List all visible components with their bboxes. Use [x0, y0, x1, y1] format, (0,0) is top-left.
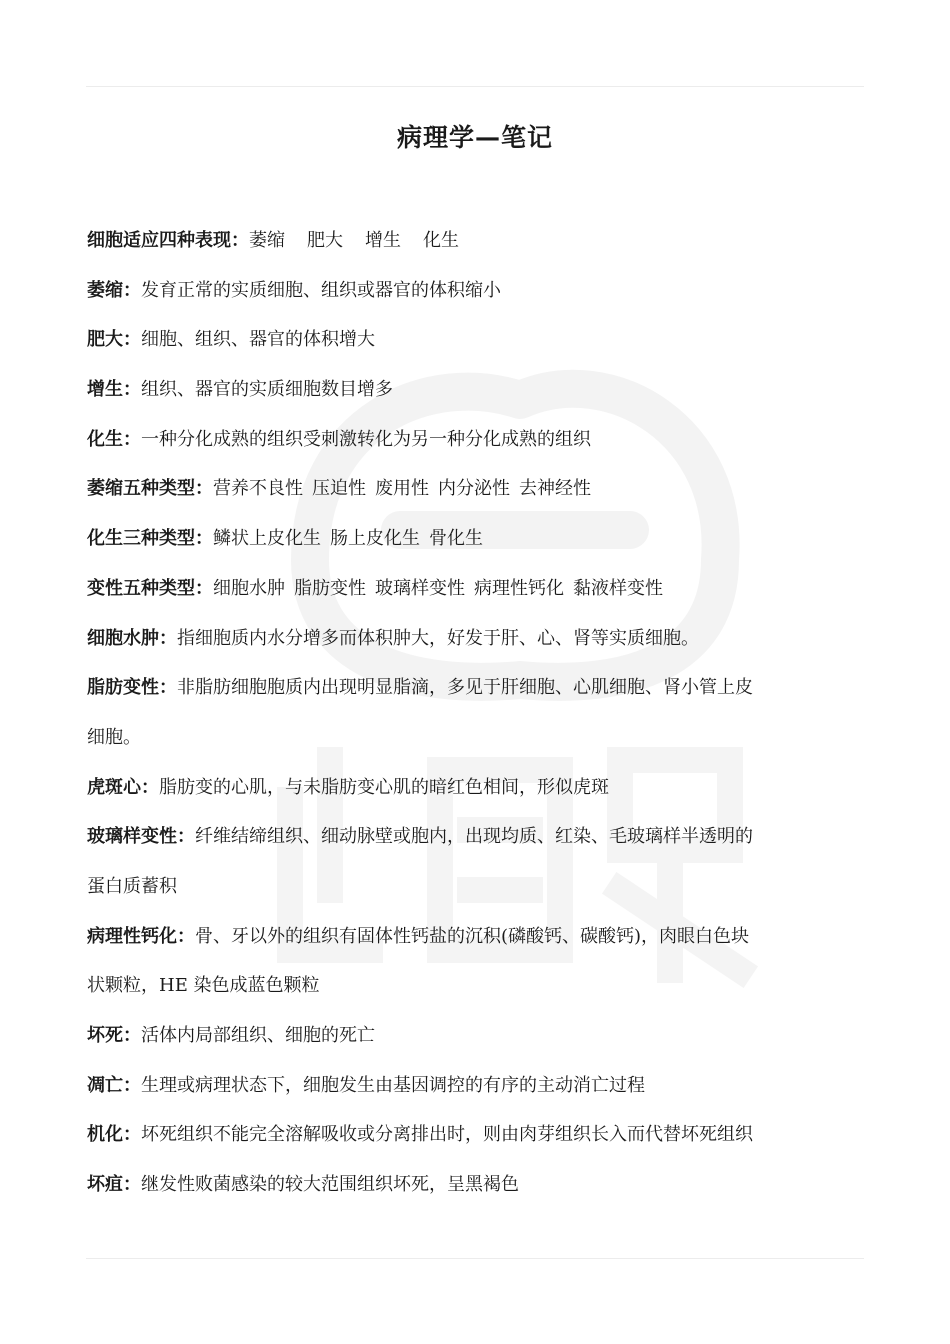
note-item: 玻璃样变性: [375, 577, 465, 599]
note-item: 鳞状上皮化生: [213, 528, 321, 550]
note-line: [87, 564, 867, 614]
note-line: [87, 1011, 867, 1061]
note-term: 脂肪变性：: [87, 677, 177, 699]
note-item-list: [213, 528, 492, 549]
note-item: 肠上皮化生: [330, 528, 420, 550]
note-definition: 纤维结缔组织、细动脉壁或胞内，出现均质、红染、毛玻璃样半透明的: [195, 826, 753, 848]
note-term: 萎缩五种类型：: [87, 478, 213, 500]
note-definition: 组织、器官的实质细胞数目增多: [141, 379, 393, 401]
note-definition: 非脂肪细胞胞质内出现明显脂滴，多见于肝细胞、心肌细胞、肾小管上皮: [177, 677, 753, 699]
note-definition: 生理或病理状态下，细胞发生由基因调控的有序的主动消亡过程: [141, 1074, 645, 1096]
note-line: [87, 1160, 867, 1210]
note-term: 虎斑心：: [87, 776, 159, 798]
note-definition: 坏死组织不能完全溶解吸收或分离排出时，则由肉芽组织长入而代替坏死组织: [141, 1124, 753, 1146]
note-item: 黏液样变性: [573, 577, 663, 599]
note-term: 增生：: [87, 379, 141, 401]
note-definition: 状颗粒，HE 染色成蓝色颗粒: [87, 975, 320, 997]
note-line: [87, 862, 867, 912]
note-item: 压迫性: [312, 478, 366, 500]
note-definition: 蛋白质蓄积: [87, 875, 177, 897]
note-item: 脂肪变性: [294, 577, 366, 599]
note-line: [87, 1061, 867, 1111]
note-definition: 脂肪变的心肌，与未脂肪变心肌的暗红色相间，形似虎斑: [159, 776, 609, 798]
note-line: [87, 365, 867, 415]
note-term: 肥大：: [87, 329, 141, 351]
note-item: 废用性: [375, 478, 429, 500]
note-item-list: [213, 478, 600, 499]
note-term: 机化：: [87, 1124, 141, 1146]
note-term: 萎缩：: [87, 279, 141, 301]
note-line: [87, 912, 867, 962]
note-item-list: [249, 230, 481, 251]
note-item: 细胞水肿: [213, 577, 285, 599]
note-item: 营养不良性: [213, 478, 303, 500]
footer-rule: [86, 1258, 864, 1259]
note-term: 坏死：: [87, 1025, 141, 1046]
note-term: 病理性钙化：: [87, 925, 195, 947]
note-line: [87, 464, 867, 514]
notes-body: [87, 216, 867, 1210]
note-definition: 发育正常的实质细胞、组织或器官的体积缩小: [141, 279, 501, 301]
note-item: 萎缩: [249, 230, 285, 251]
note-definition: 细胞、组织、器官的体积增大: [141, 329, 375, 351]
note-definition: 骨、牙以外的组织有固体性钙盐的沉积(磷酸钙、碳酸钙)，肉眼白色块: [195, 925, 750, 947]
note-line: [87, 415, 867, 465]
note-line: [87, 1110, 867, 1160]
note-line: [87, 614, 867, 664]
header-rule: [86, 86, 864, 87]
note-term: 细胞水肿：: [87, 627, 177, 649]
note-term: 化生：: [87, 428, 141, 450]
note-definition: 指细胞质内水分增多而体积肿大，好发于肝、心、肾等实质细胞。: [177, 627, 699, 649]
note-item: 去神经性: [519, 478, 591, 500]
note-item: 骨化生: [429, 528, 483, 550]
note-line: [87, 266, 867, 316]
note-item: 内分泌性: [438, 478, 510, 500]
note-definition: 细胞。: [87, 726, 141, 748]
note-item: 肥大: [307, 230, 343, 251]
note-line: [87, 961, 867, 1011]
note-line: [87, 216, 867, 266]
note-term: 玻璃样变性：: [87, 826, 195, 848]
note-item: 增生: [365, 230, 401, 251]
note-item: 化生: [423, 230, 459, 251]
page-title: 病理学—笔记: [396, 123, 553, 152]
note-line: [87, 514, 867, 564]
note-term: 细胞适应四种表现：: [87, 230, 249, 251]
note-definition: 活体内局部组织、细胞的死亡: [141, 1025, 375, 1046]
note-definition: 一种分化成熟的组织受刺激转化为另一种分化成熟的组织: [141, 428, 591, 450]
note-term: 坏疽：: [87, 1174, 141, 1196]
note-line: [87, 315, 867, 365]
note-line: [87, 812, 867, 862]
note-item: 病理性钙化: [474, 577, 564, 599]
note-term: 凋亡：: [87, 1074, 141, 1096]
note-line: [87, 663, 867, 713]
note-line: [87, 763, 867, 813]
note-line: [87, 713, 867, 763]
note-term: 变性五种类型：: [87, 577, 213, 599]
note-item-list: [213, 578, 672, 599]
note-definition: 继发性败菌感染的较大范围组织坏死，呈黑褐色: [141, 1174, 519, 1196]
note-term: 化生三种类型：: [87, 528, 213, 550]
